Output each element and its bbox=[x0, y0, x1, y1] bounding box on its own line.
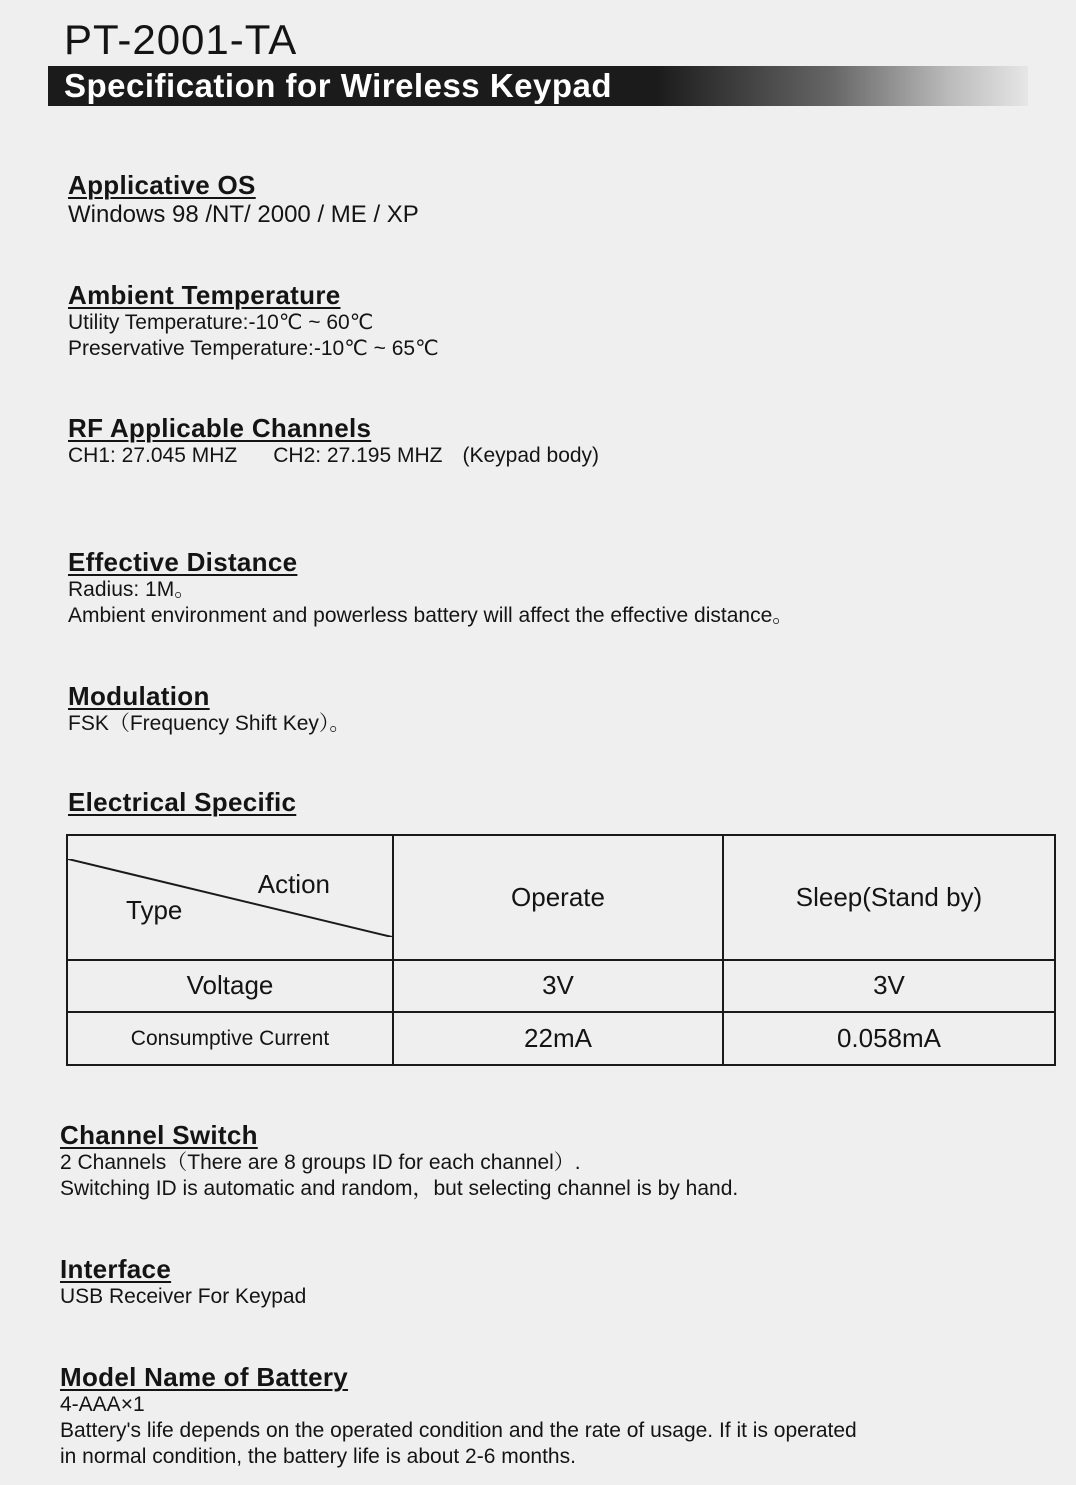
modulation-type: FSK（Frequency Shift Key）。 bbox=[68, 712, 351, 735]
battery-model: 4-AAA×1 bbox=[60, 1393, 145, 1416]
preservative-temperature: Preservative Temperature:-10℃ ~ 65℃ bbox=[68, 337, 439, 360]
section-ambient-temperature bbox=[68, 280, 1058, 362]
section-interface bbox=[60, 1254, 1050, 1310]
cell-sleep: 3V bbox=[723, 960, 1055, 1013]
distance-note: Ambient environment and powerless battery will affect the effective distance。 bbox=[68, 604, 794, 627]
channel-switch-note: Switching ID is automatic and random，but selecting channel is by hand. bbox=[60, 1177, 739, 1200]
section-heading: RF Applicable Channels bbox=[68, 413, 372, 443]
corner-cell bbox=[67, 835, 393, 960]
table-row bbox=[67, 960, 1055, 1013]
cell-sleep: 0.058mA bbox=[723, 1012, 1055, 1065]
channel-1: CH1: 27.045 MHZ bbox=[68, 444, 238, 467]
table-row bbox=[67, 1012, 1055, 1065]
utility-temperature: Utility Temperature:-10℃ ~ 60℃ bbox=[68, 311, 374, 334]
interface-type: USB Receiver For Keypad bbox=[60, 1285, 307, 1308]
section-heading: Channel Switch bbox=[60, 1120, 258, 1150]
section-heading: Model Name of Battery bbox=[60, 1362, 349, 1392]
electrical-spec-table bbox=[66, 834, 1056, 1066]
os-list: Windows 98 /NT/ 2000 / ME / XP bbox=[68, 201, 419, 228]
radius: Radius: 1M。 bbox=[68, 578, 196, 601]
title-banner bbox=[48, 66, 1028, 106]
diagonal-divider bbox=[68, 859, 394, 937]
column-header-sleep: Sleep(Stand by) bbox=[723, 835, 1055, 960]
section-heading: Applicative OS bbox=[68, 170, 256, 200]
section-battery bbox=[60, 1362, 1050, 1470]
corner-type: Type bbox=[126, 895, 183, 926]
table-header-row bbox=[67, 835, 1055, 960]
section-heading: Effective Distance bbox=[68, 547, 298, 577]
section-heading: Modulation bbox=[68, 681, 210, 711]
section-heading: Electrical Specific bbox=[68, 787, 297, 817]
model-number: PT-2001-TA bbox=[64, 16, 298, 63]
rf-channel-line bbox=[68, 443, 1058, 469]
battery-life-note-1: Battery's life depends on the operated condition and the rate of usage. If it is operated bbox=[60, 1419, 857, 1442]
battery-life-note-2: in normal condition, the battery life is about 2-6 months. bbox=[60, 1445, 576, 1468]
channel-count: 2 Channels（There are 8 groups ID for each channel）. bbox=[60, 1151, 581, 1174]
banner-title: Specification for Wireless Keypad bbox=[64, 67, 613, 104]
section-modulation bbox=[68, 681, 1058, 737]
cell-operate: 3V bbox=[393, 960, 723, 1013]
section-applicative-os bbox=[68, 170, 1058, 230]
section-effective-distance bbox=[68, 547, 1058, 629]
column-header-operate: Operate bbox=[393, 835, 723, 960]
channel-note: (Keypad body) bbox=[462, 444, 600, 467]
corner-action: Action bbox=[257, 869, 330, 900]
row-label: Consumptive Current bbox=[67, 1012, 393, 1065]
channel-2: CH2: 27.195 MHZ bbox=[273, 444, 443, 467]
cell-operate: 22mA bbox=[393, 1012, 723, 1065]
section-heading: Ambient Temperature bbox=[68, 280, 341, 310]
section-rf-channels bbox=[68, 413, 1058, 469]
row-label: Voltage bbox=[67, 960, 393, 1013]
section-heading: Interface bbox=[60, 1254, 172, 1284]
section-electrical bbox=[68, 787, 1058, 817]
section-channel-switch bbox=[60, 1120, 1050, 1202]
